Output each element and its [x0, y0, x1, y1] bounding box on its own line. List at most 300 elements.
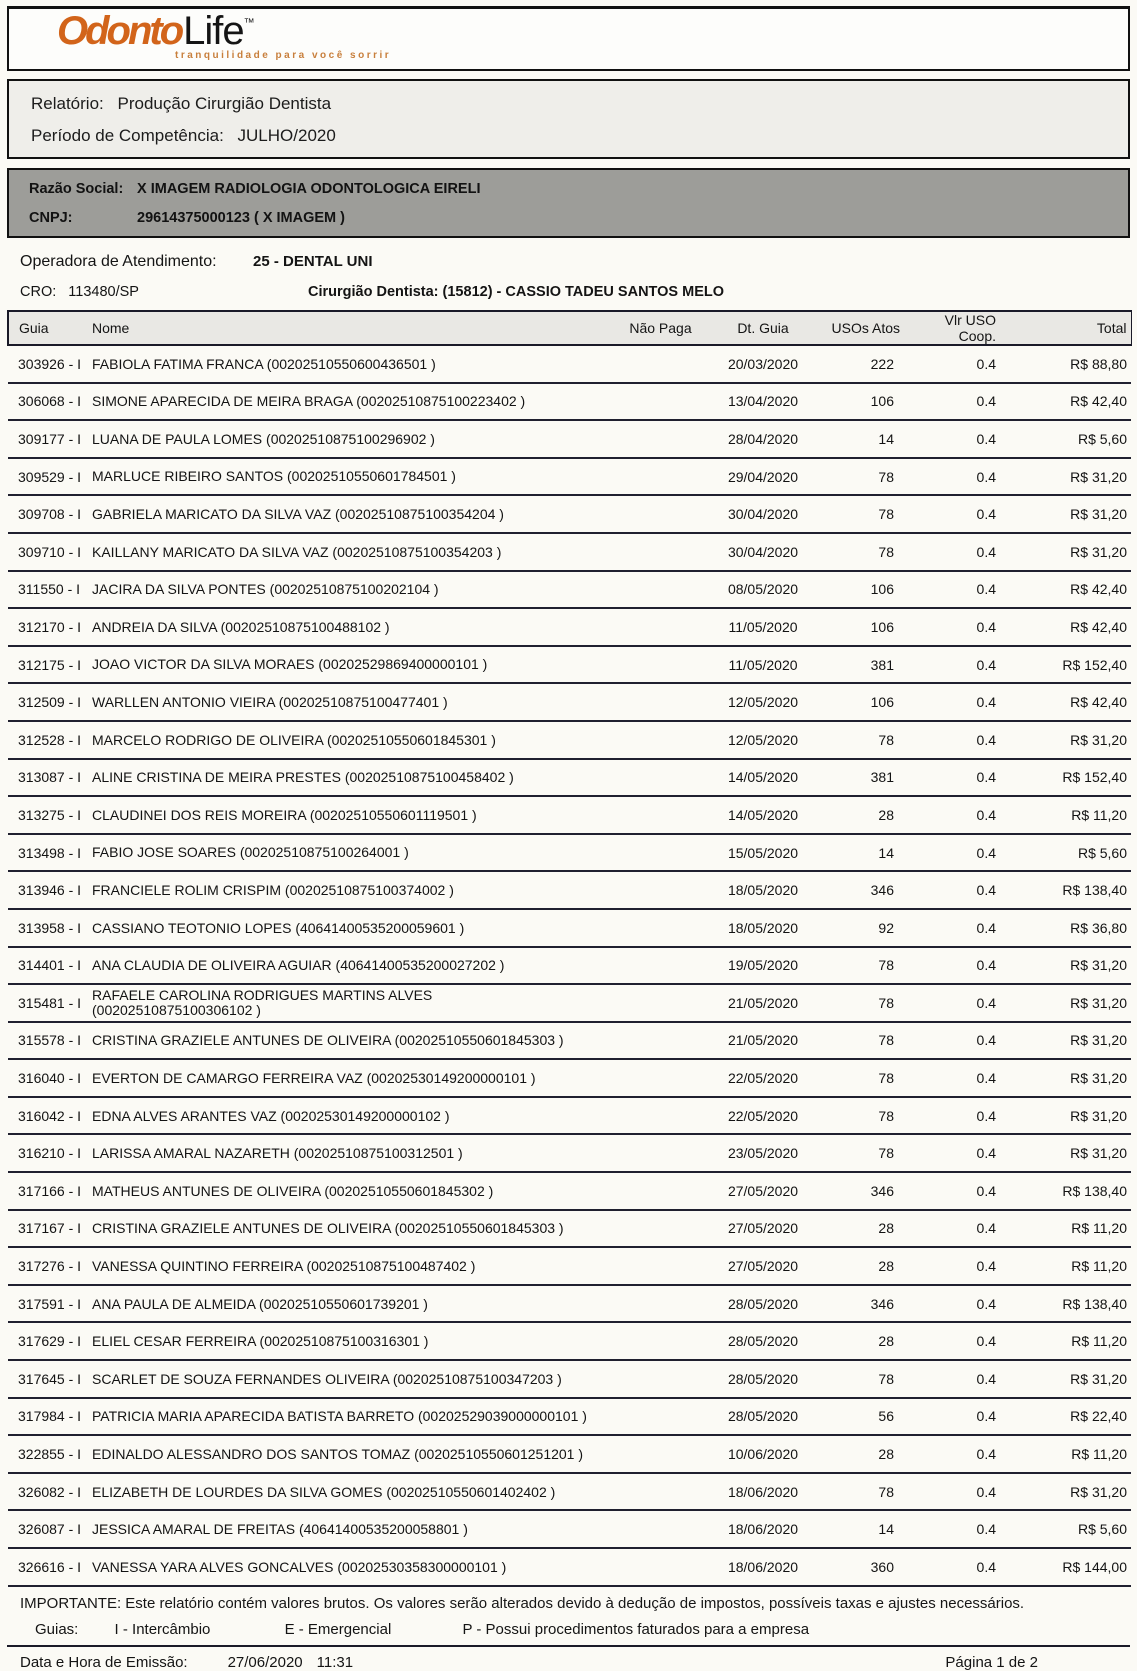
- vlr-uso-coop-cell: 0.4: [908, 1360, 1008, 1398]
- guia-cell: 309529 - I: [8, 458, 88, 496]
- patient-name: CRISTINA GRAZIELE ANTUNES DE OLIVEIRA (00202510550601845303 ): [92, 1032, 564, 1049]
- nome-cell: [88, 1398, 623, 1436]
- guia-cell: 309177 - I: [8, 420, 88, 458]
- table-row: [8, 683, 1131, 721]
- vlr-uso-coop-cell: 0.4: [908, 458, 1008, 496]
- dt-guia-cell: 10/06/2020: [698, 1435, 828, 1473]
- table-row: [8, 420, 1131, 458]
- vlr-uso-coop-cell: 0.4: [908, 1247, 1008, 1285]
- guia-cell: 313946 - I: [8, 871, 88, 909]
- usos-atos-cell: 92: [828, 909, 908, 947]
- patient-name: FABIO JOSE SOARES (00202510875100264001 ): [92, 844, 409, 861]
- cnpj-label: CNPJ:: [29, 210, 73, 226]
- usos-atos-cell: 78: [828, 984, 908, 1022]
- total-cell: R$ 31,20: [1008, 984, 1131, 1022]
- nome-cell: [88, 1022, 623, 1060]
- patient-name: JESSICA AMARAL DE FREITAS (40641400535200058801 ): [92, 1521, 468, 1538]
- nome-cell: [88, 721, 623, 759]
- total-cell: R$ 36,80: [1008, 909, 1131, 947]
- table-row: [8, 947, 1131, 985]
- nao-paga-cell: [623, 759, 698, 797]
- guia-cell: 313958 - I: [8, 909, 88, 947]
- nao-paga-cell: [623, 345, 698, 383]
- nao-paga-cell: [623, 834, 698, 872]
- guia-cell: 312175 - I: [8, 646, 88, 684]
- total-cell: R$ 11,20: [1008, 1247, 1131, 1285]
- table-row: [8, 533, 1131, 571]
- emission-label: Data e Hora de Emissão:: [20, 1653, 188, 1671]
- vlr-uso-coop-cell: 0.4: [908, 383, 1008, 421]
- usos-atos-cell: 78: [828, 1022, 908, 1060]
- nome-cell: [88, 345, 623, 383]
- table-row: [8, 1322, 1131, 1360]
- dt-guia-cell: 18/06/2020: [698, 1548, 828, 1586]
- production-table: [7, 310, 1132, 1587]
- total-cell: R$ 31,20: [1008, 533, 1131, 571]
- nao-paga-cell: [623, 1097, 698, 1135]
- total-cell: R$ 42,40: [1008, 683, 1131, 721]
- nome-cell: [88, 947, 623, 985]
- guia-cell: 314401 - I: [8, 947, 88, 985]
- nome-cell: [88, 1059, 623, 1097]
- dt-guia-cell: 18/06/2020: [698, 1473, 828, 1511]
- vlr-uso-coop-cell: 0.4: [908, 1059, 1008, 1097]
- vlr-uso-coop-cell: 0.4: [908, 345, 1008, 383]
- vlr-uso-coop-cell: 0.4: [908, 1097, 1008, 1135]
- cro-label: CRO:: [20, 284, 57, 300]
- guia-cell: 312528 - I: [8, 721, 88, 759]
- vlr-uso-coop-cell: 0.4: [908, 984, 1008, 1022]
- total-cell: R$ 11,20: [1008, 1435, 1131, 1473]
- dt-guia-cell: 30/04/2020: [698, 495, 828, 533]
- nome-cell: [88, 458, 623, 496]
- nao-paga-cell: [623, 1510, 698, 1548]
- table-row: [8, 796, 1131, 834]
- nome-cell: [88, 1134, 623, 1172]
- nao-paga-cell: [623, 1398, 698, 1436]
- table-row: [8, 984, 1131, 1022]
- total-cell: R$ 138,40: [1008, 1172, 1131, 1210]
- nao-paga-cell: [623, 495, 698, 533]
- patient-name: EDINALDO ALESSANDRO DOS SANTOS TOMAZ (00202510550601251201 ): [92, 1445, 584, 1462]
- logo-tagline: tranquilidade para você sorrir: [175, 50, 392, 61]
- dt-guia-cell: 14/05/2020: [698, 796, 828, 834]
- usos-atos-cell: 106: [828, 383, 908, 421]
- table-row: [8, 345, 1131, 383]
- usos-atos-cell: 381: [828, 646, 908, 684]
- usos-atos-cell: 346: [828, 871, 908, 909]
- dt-guia-cell: 11/05/2020: [698, 608, 828, 646]
- header-usos-atos: USOs Atos: [828, 311, 908, 345]
- header-dt-guia: Dt. Guia: [698, 311, 828, 345]
- total-cell: R$ 31,20: [1008, 1134, 1131, 1172]
- guia-cell: 312509 - I: [8, 683, 88, 721]
- vlr-uso-coop-cell: 0.4: [908, 1172, 1008, 1210]
- cnpj-value: 29614375000123 ( X IMAGEM ): [137, 210, 345, 226]
- table-header: [8, 311, 1131, 345]
- usos-atos-cell: 28: [828, 1322, 908, 1360]
- patient-name: FRANCIELE ROLIM CRISPIM (00202510875100374002 ): [92, 882, 454, 898]
- patient-name: RAFAELE CAROLINA RODRIGUES MARTINS ALVES (00202510875100306102 ): [92, 986, 433, 1018]
- dt-guia-cell: 30/04/2020: [698, 533, 828, 571]
- nao-paga-cell: [623, 1210, 698, 1248]
- nome-cell: [88, 608, 623, 646]
- total-cell: R$ 31,20: [1008, 1360, 1131, 1398]
- patient-name: JOAO VICTOR DA SILVA MORAES (00202529869400000101 ): [92, 656, 488, 673]
- vlr-uso-coop-cell: 0.4: [908, 947, 1008, 985]
- cro-value: 113480/SP: [68, 284, 139, 300]
- usos-atos-cell: 28: [828, 796, 908, 834]
- nome-cell: [88, 871, 623, 909]
- important-note: IMPORTANTE: Este relatório contém valores brutos. Os valores serão alterados devido à dedução de impostos, possíveis taxas e ajustes necessários.: [20, 1594, 1025, 1612]
- nao-paga-cell: [623, 1172, 698, 1210]
- dt-guia-cell: 28/05/2020: [698, 1360, 828, 1398]
- usos-atos-cell: 56: [828, 1398, 908, 1436]
- vlr-uso-coop-cell: 0.4: [908, 1473, 1008, 1511]
- total-cell: R$ 5,60: [1008, 420, 1131, 458]
- patient-name: ALINE CRISTINA DE MEIRA PRESTES (00202510875100458402 ): [92, 769, 514, 786]
- nao-paga-cell: [623, 608, 698, 646]
- nao-paga-cell: [623, 984, 698, 1022]
- nome-cell: [88, 1210, 623, 1248]
- total-cell: R$ 31,20: [1008, 458, 1131, 496]
- report-title-line: [31, 94, 1128, 114]
- table-row: [8, 458, 1131, 496]
- guia-cell: 326082 - I: [8, 1473, 88, 1511]
- guia-cell: 322855 - I: [8, 1435, 88, 1473]
- vlr-uso-coop-cell: 0.4: [908, 646, 1008, 684]
- vlr-uso-coop-cell: 0.4: [908, 1285, 1008, 1323]
- total-cell: R$ 31,20: [1008, 1473, 1131, 1511]
- usos-atos-cell: 106: [828, 571, 908, 609]
- table-row: [8, 1398, 1131, 1436]
- dentist-line: [20, 284, 1130, 303]
- dt-guia-cell: 28/04/2020: [698, 420, 828, 458]
- dentist-info: Cirurgião Dentista: (15812) - CASSIO TADEU SANTOS MELO: [308, 284, 724, 300]
- usos-atos-cell: 360: [828, 1548, 908, 1586]
- table-row: [8, 1059, 1131, 1097]
- guia-cell: 313087 - I: [8, 759, 88, 797]
- nome-cell: [88, 1548, 623, 1586]
- guia-cell: 317629 - I: [8, 1322, 88, 1360]
- guia-cell: 315578 - I: [8, 1022, 88, 1060]
- vlr-uso-coop-cell: 0.4: [908, 909, 1008, 947]
- total-cell: R$ 31,20: [1008, 1097, 1131, 1135]
- table-header-row: [8, 311, 1131, 345]
- report-title-box: [7, 79, 1130, 159]
- dt-guia-cell: 22/05/2020: [698, 1059, 828, 1097]
- table-row: [8, 759, 1131, 797]
- table-row: [8, 1473, 1131, 1511]
- dt-guia-cell: 21/05/2020: [698, 1022, 828, 1060]
- patient-name: VANESSA YARA ALVES GONCALVES (00202530358300000101 ): [92, 1558, 507, 1575]
- vlr-uso-coop-cell: 0.4: [908, 533, 1008, 571]
- total-cell: R$ 42,40: [1008, 383, 1131, 421]
- table-row: [8, 383, 1131, 421]
- header-vlr-uso-coop: Vlr USO Coop.: [908, 311, 1008, 345]
- nome-cell: [88, 383, 623, 421]
- header-nao-paga: Não Paga: [623, 311, 698, 345]
- usos-atos-cell: 78: [828, 495, 908, 533]
- patient-name: MATHEUS ANTUNES DE OLIVEIRA (00202510550601845302 ): [92, 1182, 494, 1199]
- header-guia: Guia: [8, 311, 88, 345]
- nao-paga-cell: [623, 1134, 698, 1172]
- guia-cell: 317166 - I: [8, 1172, 88, 1210]
- nome-cell: [88, 1247, 623, 1285]
- nao-paga-cell: [623, 1022, 698, 1060]
- nao-paga-cell: [623, 871, 698, 909]
- guia-cell: 315481 - I: [8, 984, 88, 1022]
- total-cell: R$ 11,20: [1008, 1210, 1131, 1248]
- nao-paga-cell: [623, 1360, 698, 1398]
- company-band: [7, 168, 1130, 238]
- guia-cell: 326087 - I: [8, 1510, 88, 1548]
- guia-cell: 311550 - I: [8, 571, 88, 609]
- patient-name: PATRICIA MARIA APARECIDA BATISTA BARRETO (00202529039000000101 ): [92, 1408, 587, 1425]
- vlr-uso-coop-cell: 0.4: [908, 1022, 1008, 1060]
- nao-paga-cell: [623, 383, 698, 421]
- usos-atos-cell: 78: [828, 1473, 908, 1511]
- patient-name: CRISTINA GRAZIELE ANTUNES DE OLIVEIRA (00202510550601845303 ): [92, 1220, 564, 1237]
- nao-paga-cell: [623, 420, 698, 458]
- nao-paga-cell: [623, 909, 698, 947]
- operator-line: [20, 253, 1130, 271]
- patient-name: WARLLEN ANTONIO VIEIRA (00202510875100477401 ): [92, 694, 448, 711]
- dt-guia-cell: 22/05/2020: [698, 1097, 828, 1135]
- patient-name: GABRIELA MARICATO DA SILVA VAZ (00202510875100354204 ): [92, 506, 504, 523]
- guia-cell: 317645 - I: [8, 1360, 88, 1398]
- nome-cell: [88, 834, 623, 872]
- legend-intercambio: I - Intercâmbio: [114, 1620, 211, 1638]
- dt-guia-cell: 21/05/2020: [698, 984, 828, 1022]
- nao-paga-cell: [623, 571, 698, 609]
- dt-guia-cell: 27/05/2020: [698, 1172, 828, 1210]
- table-row: [8, 1022, 1131, 1060]
- dt-guia-cell: 14/05/2020: [698, 759, 828, 797]
- table-row: [8, 571, 1131, 609]
- report-table-body: [8, 345, 1131, 1586]
- nome-cell: [88, 909, 623, 947]
- guia-cell: 309708 - I: [8, 495, 88, 533]
- table-row: [8, 1097, 1131, 1135]
- guias-legend: [7, 1621, 1130, 1647]
- legend-emergencial: E - Emergencial: [284, 1620, 392, 1638]
- nome-cell: [88, 1510, 623, 1548]
- usos-atos-cell: 106: [828, 608, 908, 646]
- dt-guia-cell: 19/05/2020: [698, 947, 828, 985]
- patient-name: VANESSA QUINTINO FERREIRA (00202510875100487402 ): [92, 1257, 476, 1274]
- nome-cell: [88, 1172, 623, 1210]
- nome-cell: [88, 1473, 623, 1511]
- total-cell: R$ 11,20: [1008, 1322, 1131, 1360]
- guia-cell: 316040 - I: [8, 1059, 88, 1097]
- table-row: [8, 1435, 1131, 1473]
- operator-label: Operadora de Atendimento:: [20, 253, 217, 270]
- usos-atos-cell: 28: [828, 1210, 908, 1248]
- nao-paga-cell: [623, 1435, 698, 1473]
- total-cell: R$ 31,20: [1008, 947, 1131, 985]
- vlr-uso-coop-cell: 0.4: [908, 759, 1008, 797]
- patient-name: KAILLANY MARICATO DA SILVA VAZ (00202510875100354203 ): [92, 543, 502, 560]
- guia-cell: 303926 - I: [8, 345, 88, 383]
- usos-atos-cell: 78: [828, 1059, 908, 1097]
- nao-paga-cell: [623, 1247, 698, 1285]
- dt-guia-cell: 18/06/2020: [698, 1510, 828, 1548]
- logo-text-odonto: Odonto: [57, 9, 182, 53]
- usos-atos-cell: 78: [828, 458, 908, 496]
- total-cell: R$ 152,40: [1008, 759, 1131, 797]
- vlr-uso-coop-cell: 0.4: [908, 495, 1008, 533]
- patient-name: ELIZABETH DE LOURDES DA SILVA GOMES (00202510550601402402 ): [92, 1483, 556, 1500]
- cnpj-line: [29, 210, 1128, 226]
- usos-atos-cell: 222: [828, 345, 908, 383]
- logo-box: [7, 6, 1130, 71]
- odontolife-logo: [57, 11, 391, 61]
- guia-cell: 317276 - I: [8, 1247, 88, 1285]
- dt-guia-cell: 18/05/2020: [698, 871, 828, 909]
- total-cell: R$ 31,20: [1008, 721, 1131, 759]
- table-row: [8, 721, 1131, 759]
- nome-cell: [88, 683, 623, 721]
- vlr-uso-coop-cell: 0.4: [908, 608, 1008, 646]
- logo-text-life: Life: [183, 9, 244, 53]
- patient-name: FABIOLA FATIMA FRANCA (00202510550600436501 ): [92, 355, 436, 372]
- dt-guia-cell: 11/05/2020: [698, 646, 828, 684]
- usos-atos-cell: 78: [828, 721, 908, 759]
- vlr-uso-coop-cell: 0.4: [908, 1398, 1008, 1436]
- report-value: Produção Cirurgião Dentista: [117, 94, 332, 113]
- nao-paga-cell: [623, 1059, 698, 1097]
- nome-cell: [88, 1097, 623, 1135]
- vlr-uso-coop-cell: 0.4: [908, 683, 1008, 721]
- table-row: [8, 1134, 1131, 1172]
- razao-social-value: X IMAGEM RADIOLOGIA ODONTOLOGICA EIRELI: [137, 181, 481, 197]
- razao-social-label: Razão Social:: [29, 181, 124, 197]
- usos-atos-cell: 14: [828, 834, 908, 872]
- patient-name: LARISSA AMARAL NAZARETH (00202510875100312501 ): [92, 1145, 463, 1162]
- table-row: [8, 1548, 1131, 1586]
- nao-paga-cell: [623, 796, 698, 834]
- usos-atos-cell: 78: [828, 1360, 908, 1398]
- dt-guia-cell: 27/05/2020: [698, 1247, 828, 1285]
- vlr-uso-coop-cell: 0.4: [908, 796, 1008, 834]
- header-total: Total: [1008, 311, 1131, 345]
- page-indicator: Página 1 de 2: [945, 1653, 1038, 1671]
- vlr-uso-coop-cell: 0.4: [908, 1134, 1008, 1172]
- razao-social-line: [29, 181, 1128, 197]
- total-cell: R$ 42,40: [1008, 608, 1131, 646]
- vlr-uso-coop-cell: 0.4: [908, 1548, 1008, 1586]
- nome-cell: [88, 1435, 623, 1473]
- nome-cell: [88, 533, 623, 571]
- dt-guia-cell: 08/05/2020: [698, 571, 828, 609]
- total-cell: R$ 144,00: [1008, 1548, 1131, 1586]
- emission-date: 27/06/2020: [227, 1653, 303, 1671]
- period-line: [31, 126, 1128, 146]
- patient-name: SCARLET DE SOUZA FERNANDES OLIVEIRA (00202510875100347203 ): [92, 1370, 562, 1387]
- nome-cell: [88, 984, 623, 1022]
- nome-cell: [88, 759, 623, 797]
- dt-guia-cell: 28/05/2020: [698, 1322, 828, 1360]
- report-label: Relatório:: [31, 94, 104, 113]
- table-row: [8, 1285, 1131, 1323]
- vlr-uso-coop-cell: 0.4: [908, 1435, 1008, 1473]
- usos-atos-cell: 381: [828, 759, 908, 797]
- nome-cell: [88, 646, 623, 684]
- total-cell: R$ 42,40: [1008, 571, 1131, 609]
- usos-atos-cell: 28: [828, 1247, 908, 1285]
- dt-guia-cell: 18/05/2020: [698, 909, 828, 947]
- usos-atos-cell: 346: [828, 1285, 908, 1323]
- legend-possui-procedimentos: P - Possui procedimentos faturados para a empresa: [462, 1620, 810, 1638]
- usos-atos-cell: 14: [828, 420, 908, 458]
- nome-cell: [88, 495, 623, 533]
- nao-paga-cell: [623, 721, 698, 759]
- dt-guia-cell: 27/05/2020: [698, 1210, 828, 1248]
- nome-cell: [88, 420, 623, 458]
- guia-cell: 306068 - I: [8, 383, 88, 421]
- usos-atos-cell: 28: [828, 1435, 908, 1473]
- nome-cell: [88, 1285, 623, 1323]
- total-cell: R$ 31,20: [1008, 495, 1131, 533]
- total-cell: R$ 11,20: [1008, 796, 1131, 834]
- vlr-uso-coop-cell: 0.4: [908, 571, 1008, 609]
- usos-atos-cell: 106: [828, 683, 908, 721]
- vlr-uso-coop-cell: 0.4: [908, 721, 1008, 759]
- vlr-uso-coop-cell: 0.4: [908, 834, 1008, 872]
- table-row: [8, 871, 1131, 909]
- table-row: [8, 646, 1131, 684]
- total-cell: R$ 31,20: [1008, 1059, 1131, 1097]
- dt-guia-cell: 13/04/2020: [698, 383, 828, 421]
- patient-name: ANA PAULA DE ALMEIDA (00202510550601739201 ): [92, 1295, 428, 1312]
- header-nome: Nome: [88, 311, 623, 345]
- total-cell: R$ 138,40: [1008, 871, 1131, 909]
- vlr-uso-coop-cell: 0.4: [908, 1510, 1008, 1548]
- patient-name: MARCELO RODRIGO DE OLIVEIRA (00202510550601845301 ): [92, 731, 496, 748]
- dt-guia-cell: 28/05/2020: [698, 1285, 828, 1323]
- table-row: [8, 1360, 1131, 1398]
- nao-paga-cell: [623, 947, 698, 985]
- nome-cell: [88, 1360, 623, 1398]
- patient-name: CASSIANO TEOTONIO LOPES (40641400535200059601 ): [92, 919, 465, 936]
- usos-atos-cell: 78: [828, 533, 908, 571]
- total-cell: R$ 152,40: [1008, 646, 1131, 684]
- period-label: Período de Competência:: [31, 126, 224, 145]
- usos-atos-cell: 346: [828, 1172, 908, 1210]
- nao-paga-cell: [623, 1548, 698, 1586]
- guia-cell: 313498 - I: [8, 834, 88, 872]
- guia-cell: 312170 - I: [8, 608, 88, 646]
- vlr-uso-coop-cell: 0.4: [908, 871, 1008, 909]
- total-cell: R$ 31,20: [1008, 1022, 1131, 1060]
- emission-time: 11:31: [316, 1653, 354, 1671]
- patient-name: ANA CLAUDIA DE OLIVEIRA AGUIAR (40641400535200027202 ): [92, 957, 505, 974]
- table-row: [8, 1510, 1131, 1548]
- guia-cell: 316042 - I: [8, 1097, 88, 1135]
- total-cell: R$ 22,40: [1008, 1398, 1131, 1436]
- nao-paga-cell: [623, 458, 698, 496]
- guia-cell: 316210 - I: [8, 1134, 88, 1172]
- dt-guia-cell: 12/05/2020: [698, 683, 828, 721]
- nao-paga-cell: [623, 533, 698, 571]
- guia-cell: 326616 - I: [8, 1548, 88, 1586]
- usos-atos-cell: 78: [828, 1097, 908, 1135]
- usos-atos-cell: 78: [828, 1134, 908, 1172]
- patient-name: MARLUCE RIBEIRO SANTOS (00202510550601784501 ): [92, 468, 456, 485]
- vlr-uso-coop-cell: 0.4: [908, 1322, 1008, 1360]
- usos-atos-cell: 78: [828, 947, 908, 985]
